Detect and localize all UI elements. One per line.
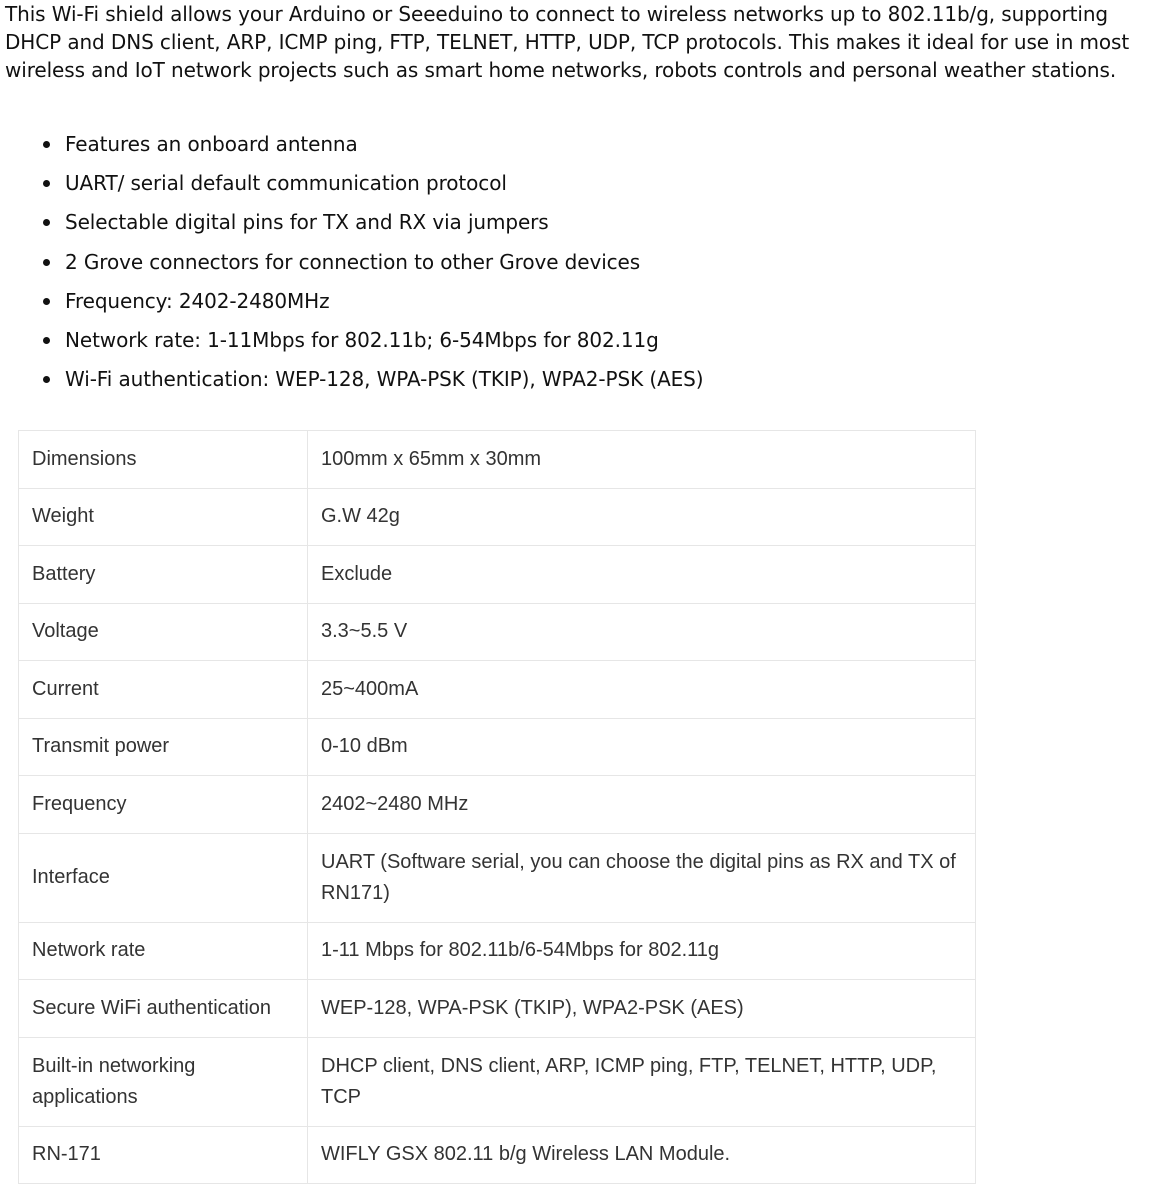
spec-key: Secure WiFi authentication	[19, 980, 308, 1038]
spec-value: 3.3~5.5 V	[308, 603, 976, 661]
spec-value: 25~400mA	[308, 661, 976, 719]
spec-value: 100mm x 65mm x 30mm	[308, 431, 976, 489]
table-row	[19, 661, 976, 719]
spec-key: Battery	[19, 546, 308, 604]
feature-text: 2 Grove connectors for connection to other Grove devices	[65, 249, 641, 274]
spec-key: Transmit power	[19, 718, 308, 776]
bullet-icon	[43, 141, 50, 148]
bullet-icon	[43, 219, 50, 226]
spec-table	[18, 430, 976, 1184]
feature-item	[65, 322, 703, 361]
spec-key: Weight	[19, 488, 308, 546]
table-row	[19, 833, 976, 922]
table-row	[19, 431, 976, 489]
spec-value: 1-11 Mbps for 802.11b/6-54Mbps for 802.11g	[308, 922, 976, 980]
feature-item	[65, 165, 703, 204]
table-row	[19, 718, 976, 776]
spec-value: WEP-128, WPA-PSK (TKIP), WPA2-PSK (AES)	[308, 980, 976, 1038]
feature-list	[0, 126, 703, 400]
table-row	[19, 1126, 976, 1184]
spec-value: Exclude	[308, 546, 976, 604]
spec-key: Voltage	[19, 603, 308, 661]
table-row	[19, 546, 976, 604]
bullet-icon	[43, 337, 50, 344]
spec-value: UART (Software serial, you can choose the digital pins as RX and TX of RN171)	[308, 833, 976, 922]
feature-text: Frequency: 2402-2480MHz	[65, 288, 330, 313]
feature-item	[65, 244, 703, 283]
feature-text: Network rate: 1-11Mbps for 802.11b; 6-54Mbps for 802.11g	[65, 327, 659, 352]
table-row	[19, 776, 976, 834]
table-row	[19, 603, 976, 661]
spec-key: Interface	[19, 833, 308, 922]
feature-text: Features an onboard antenna	[65, 132, 358, 156]
feature-item	[65, 361, 703, 400]
feature-text: Wi-Fi authentication: WEP-128, WPA-PSK (TKIP), WPA2-PSK (AES)	[65, 367, 704, 392]
table-row	[19, 980, 976, 1038]
feature-item	[65, 204, 703, 243]
bullet-icon	[43, 376, 50, 383]
spec-key: RN-171	[19, 1126, 308, 1184]
bullet-icon	[43, 298, 50, 305]
intro-paragraph: This Wi-Fi shield allows your Arduino or Seeeduino to connect to wireless networks up to 802.11b/g, supporting DHCP and DNS client, ARP, ICMP ping, FTP, TELNET, HTTP, UDP, TCP protocols. This makes it ideal for use in most wireless and IoT network projects such as smart home networks, robots controls and personal weather stations.	[5, 2, 1130, 82]
feature-item	[65, 126, 703, 165]
feature-item	[65, 283, 703, 322]
spec-key: Frequency	[19, 776, 308, 834]
spec-key: Built-in networking applications	[19, 1037, 308, 1126]
table-row	[19, 922, 976, 980]
spec-value: 2402~2480 MHz	[308, 776, 976, 834]
spec-value: 0-10 dBm	[308, 718, 976, 776]
spec-value: DHCP client, DNS client, ARP, ICMP ping, FTP, TELNET, HTTP, UDP, TCP	[308, 1037, 976, 1126]
bullet-icon	[43, 180, 50, 187]
spec-key: Dimensions	[19, 431, 308, 489]
spec-key: Network rate	[19, 922, 308, 980]
table-row	[19, 1037, 976, 1126]
spec-value: WIFLY GSX 802.11 b/g Wireless LAN Module.	[308, 1126, 976, 1184]
spec-value: G.W 42g	[308, 488, 976, 546]
bullet-icon	[43, 259, 50, 266]
feature-text: Selectable digital pins for TX and RX via jumpers	[65, 210, 549, 235]
spec-key: Current	[19, 661, 308, 719]
feature-text: UART/ serial default communication protocol	[65, 171, 507, 196]
table-row	[19, 488, 976, 546]
